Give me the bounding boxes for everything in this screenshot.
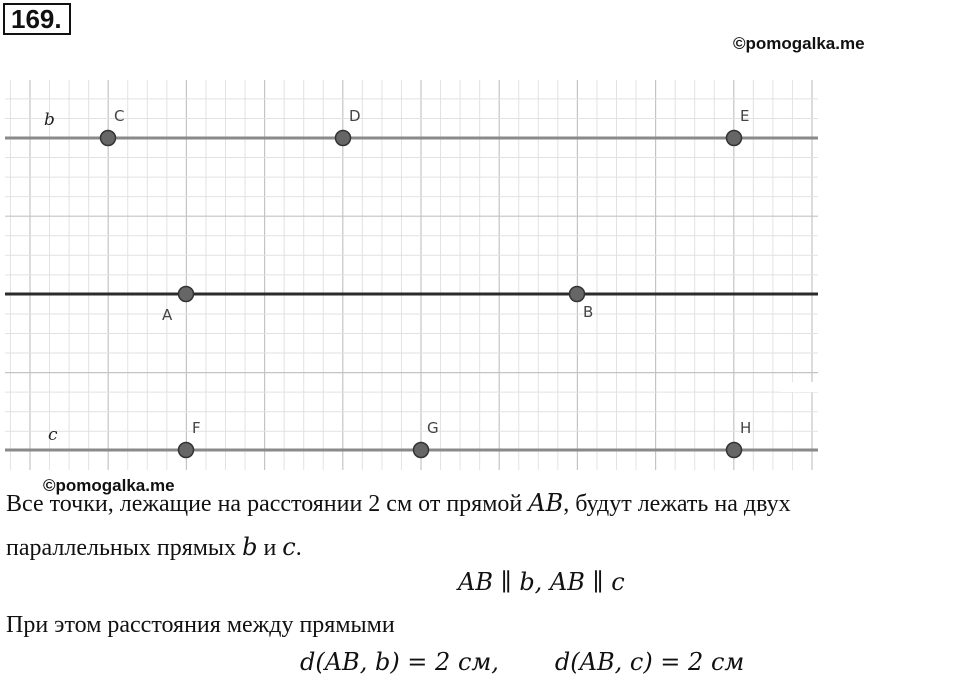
point-d: [336, 107, 361, 146]
point-g-dot: [414, 443, 429, 458]
solution-line-2: [6, 532, 302, 563]
point-c-dot: [101, 131, 116, 146]
point-b-label: B: [583, 303, 594, 321]
point-g-label: G: [427, 419, 439, 437]
solution-line-1-end: , будут лежать на двух: [563, 491, 791, 517]
point-g: [414, 419, 439, 458]
point-h: [727, 419, 752, 458]
solution-line-1-text: Все точки, лежащие на расстоянии 2 см от прямой: [6, 491, 529, 517]
solution-line-2-and: и: [257, 535, 283, 561]
point-e-dot: [727, 131, 742, 146]
solution-line-1-ab: AB: [528, 489, 564, 517]
line-b-label: b: [44, 110, 55, 130]
point-c: [101, 107, 125, 146]
solution-line-3: При этом расстояния между прямыми: [6, 612, 395, 638]
point-b-dot: [570, 287, 585, 302]
formula-distance-c: d(AB, c) = 2 см: [554, 648, 745, 676]
point-d-dot: [336, 131, 351, 146]
point-e: [727, 107, 750, 146]
grid-gap: [780, 382, 820, 392]
point-a-label: A: [162, 306, 173, 324]
point-d-label: D: [349, 107, 361, 125]
solution-line-2-c: c: [282, 533, 296, 561]
watermark-bottom: ©pomogalka.me: [43, 476, 175, 495]
point-f-dot: [179, 443, 194, 458]
solution-line-2-end: .: [295, 535, 302, 561]
solution-line-2-text: параллельных прямых: [6, 535, 243, 561]
point-f-label: F: [192, 419, 201, 437]
point-f: [179, 419, 201, 458]
point-h-label: H: [740, 419, 752, 437]
point-a-dot: [179, 287, 194, 302]
point-h-dot: [727, 443, 742, 458]
formula-distance-b: d(AB, b) = 2 см,: [300, 648, 499, 676]
solution-line-1: [6, 488, 791, 519]
line-c-label: c: [48, 425, 58, 445]
point-e-label: E: [740, 107, 750, 125]
point-c-label: C: [114, 107, 125, 125]
watermark-top: ©pomogalka.me: [733, 34, 865, 53]
point-b: [570, 287, 594, 322]
solution-line-2-b: b: [242, 533, 258, 561]
problem-number: 169.: [3, 3, 71, 35]
formula-parallel: AB ∥ b, AB ∥ c: [458, 568, 625, 596]
formula-distances: [300, 648, 744, 676]
